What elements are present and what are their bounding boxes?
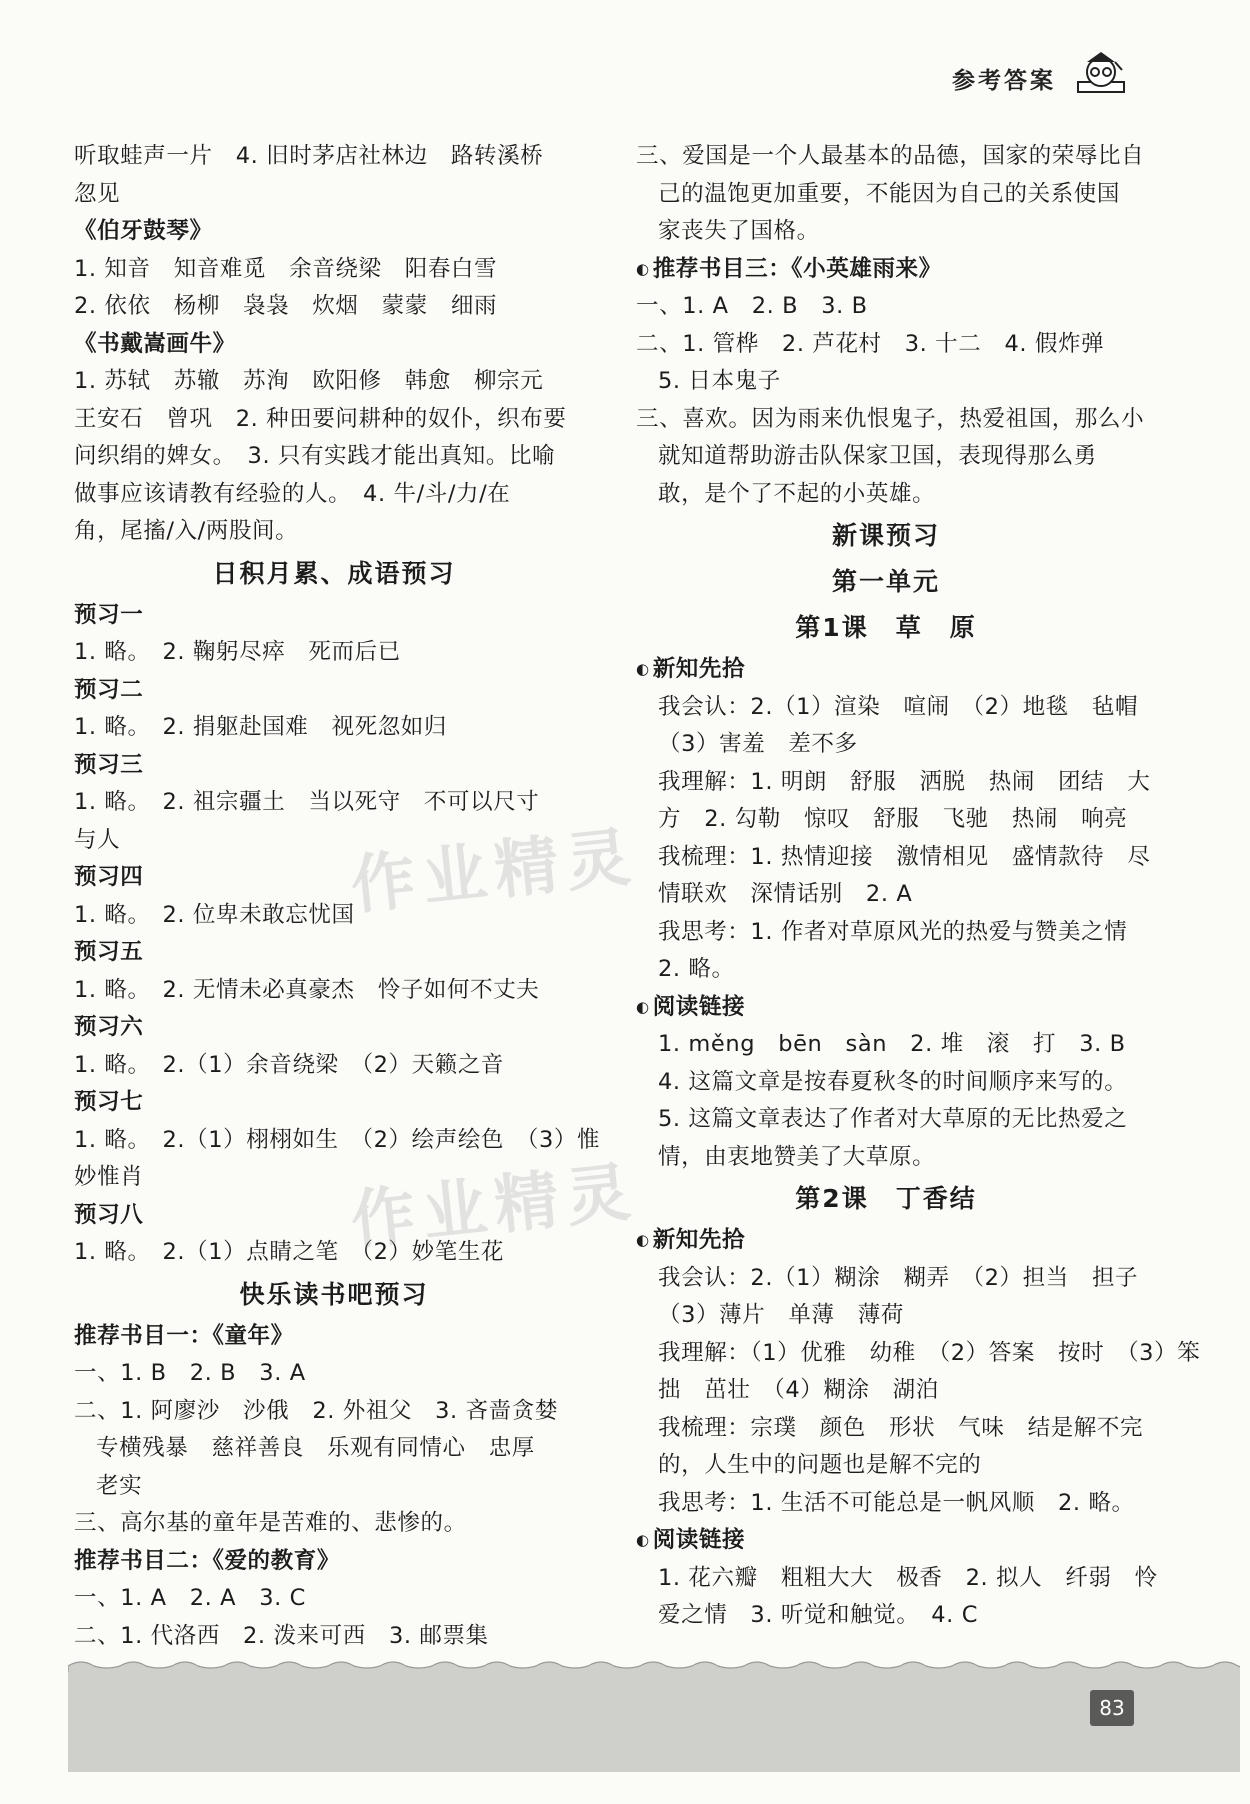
- section-heading: 第一单元: [831, 567, 940, 596]
- answer-line: 家丧失了国格。: [658, 218, 820, 244]
- answer-line: 1. 略。 2.（1）栩栩如生 （2）绘声绘色 （3）惟: [74, 1126, 601, 1153]
- section-heading: 第2课 丁香结: [795, 1184, 977, 1213]
- subsection-heading: 预习八: [74, 1201, 144, 1228]
- answer-line: 我会认：2.（1）糊涂 糊弄 （2）担当 担子: [658, 1264, 1139, 1291]
- answer-line: 一、1. B 2. B 3. A: [74, 1360, 306, 1386]
- answer-line: 情联欢 深情话别 2. A: [658, 881, 913, 907]
- answer-line: 1. 略。 2.（1）点睛之笔 （2）妙笔生花: [74, 1239, 505, 1265]
- answer-line: 4. 这篇文章是按春夏秋冬的时间顺序来写的。: [658, 1068, 1128, 1095]
- section-heading: 第1课 草 原: [795, 613, 977, 642]
- answer-line: 老实: [96, 1472, 143, 1499]
- answer-line: 1. měng bēn sàn 2. 堆 滚 打 3. B: [658, 1031, 1126, 1057]
- subsection-heading: ◐ 阅读链接: [636, 1522, 1136, 1560]
- watermark-stamp: 作业精灵: [347, 1155, 642, 1259]
- subsection-heading: 《书戴嵩画牛》: [74, 330, 236, 357]
- answer-line: 三、喜欢。因为雨来仇恨鬼子，热爱祖国，那么小: [636, 405, 1145, 432]
- subsection-heading: ◐ 新知先拾: [636, 1222, 1136, 1260]
- answer-line: 己的温饱更加重要，不能因为自己的关系使国: [658, 180, 1121, 207]
- footer-band: [68, 1672, 1240, 1772]
- answer-line: 爱之情 3. 听觉和触觉。 4. C: [658, 1602, 978, 1628]
- answer-line: 1. 略。 2.（1）余音绕梁 （2）天籁之音: [74, 1051, 505, 1078]
- answer-line: 问织绢的婢女。 3. 只有实践才能出真知。比喻: [74, 443, 556, 469]
- answer-line: 2. 依依 杨柳 袅袅 炊烟 蒙蒙 细雨: [74, 293, 498, 319]
- answer-line: 就知道帮助游击队保家卫国，表现得那么勇: [658, 443, 1097, 469]
- answer-line: 我梳理：宗璞 颜色 形状 气味 结是解不完: [658, 1414, 1144, 1441]
- answer-line: 我梳理：1. 热情迎接 激情相见 盛情款待 尽: [658, 843, 1151, 870]
- answer-line: 三、高尔基的童年是苦难的、悲惨的。: [74, 1510, 467, 1536]
- answer-line: 妙惟肖: [74, 1164, 144, 1190]
- answer-line: 王安石 曾巩 2. 种田要问耕种的奴仆，织布要: [74, 405, 567, 432]
- section-heading: 日积月累、成语预习: [212, 558, 456, 588]
- right-column: [636, 138, 1201, 1635]
- answer-line: 我会认：2.（1）渲染 喧闹 （2）地毯 毡帽: [658, 693, 1139, 720]
- answer-line: 忽见: [74, 180, 121, 207]
- subsection-heading: 预习三: [74, 751, 144, 778]
- answer-line: 5. 这篇文章表达了作者对大草原的无比热爱之: [658, 1106, 1128, 1132]
- answer-line: 我理解：1. 明朗 舒服 洒脱 热闹 团结 大: [658, 768, 1151, 795]
- subsection-heading: 预习四: [74, 864, 144, 890]
- answer-line: （3）薄片 单薄 薄荷: [658, 1302, 904, 1328]
- answer-line: 我思考：1. 生活不可能总是一帆风顺 2. 略。: [658, 1489, 1135, 1516]
- subsection-heading: ◐ 推荐书目三：《小英雄雨来》: [636, 251, 1136, 289]
- answer-line: 的，人生中的问题也是解不完的: [658, 1452, 982, 1478]
- answer-line: 1. 略。 2. 无情未必真豪杰 怜子如何不丈夫: [74, 976, 540, 1003]
- answer-line: 1. 苏轼 苏辙 苏洵 欧阳修 韩愈 柳宗元: [74, 368, 544, 394]
- subsection-heading: 预习五: [74, 939, 144, 965]
- answer-line: 二、1. 代洛西 2. 泼来可西 3. 邮票集: [74, 1622, 489, 1649]
- answer-line: 听取蛙声一片 4. 旧时茅店社林边 路转溪桥: [74, 143, 544, 169]
- subsection-heading: 推荐书目一：《童年》: [74, 1322, 294, 1349]
- section-heading: 新课预习: [831, 521, 940, 550]
- answer-line: 二、1. 管桦 2. 芦花村 3. 十二 4. 假炸弹: [636, 330, 1105, 357]
- answer-line: 敢，是个了不起的小英雄。: [658, 480, 936, 507]
- answer-line: 角，尾搐/入/两股间。: [74, 518, 299, 544]
- answer-line: 1. 略。 2. 捐躯赴国难 视死忽如归: [74, 714, 447, 740]
- subsection-heading: 预习二: [74, 676, 144, 703]
- answer-line: 5. 日本鬼子: [658, 368, 781, 394]
- answer-line: 一、1. A 2. B 3. B: [636, 293, 868, 319]
- answer-line: 方 2. 勾勒 惊叹 舒服 飞驰 热闹 响亮: [658, 806, 1128, 832]
- answer-line: （3）害羞 差不多: [658, 731, 858, 757]
- page-number: 83: [1090, 1690, 1134, 1726]
- answer-line: 我理解：（1）优雅 幼稚 （2）答案 按时 （3）笨: [658, 1339, 1201, 1366]
- answer-line: 做事应该请教有经验的人。 4. 牛/斗/力/在: [74, 480, 511, 507]
- section-heading: 快乐读书吧预习: [239, 1279, 429, 1309]
- student-mascot-icon: [1070, 48, 1132, 100]
- answer-line: 一、1. A 2. A 3. C: [74, 1585, 306, 1611]
- answer-line: 1. 略。 2. 位卑未敢忘忧国: [74, 901, 355, 928]
- answer-line: 拙 茁壮 （4）糊涂 湖泊: [658, 1377, 939, 1403]
- answer-line: 2. 略。: [658, 956, 735, 982]
- answer-line: 1. 略。 2. 祖宗疆土 当以死守 不可以尺寸: [74, 789, 540, 815]
- subsection-heading: 《伯牙鼓琴》: [74, 218, 213, 244]
- page-header-title: 参考答案: [952, 68, 1056, 94]
- answer-line: 1. 花六瓣 粗粗大大 极香 2. 拟人 纤弱 怜: [658, 1564, 1158, 1591]
- answer-line: 三、爱国是一个人最基本的品德，国家的荣辱比自: [636, 143, 1145, 169]
- answer-line: 与人: [74, 826, 121, 853]
- subsection-heading: 预习七: [74, 1089, 144, 1115]
- answer-line: 1. 略。 2. 鞠躬尽瘁 死而后已: [74, 639, 401, 665]
- subsection-heading: 推荐书目二：《爱的教育》: [74, 1547, 340, 1574]
- watermark-stamp: 作业精灵: [347, 820, 642, 924]
- answer-line: 1. 知音 知音难觅 余音绕梁 阳春白雪: [74, 255, 498, 282]
- subsection-heading: ◐ 新知先拾: [636, 651, 1136, 689]
- subsection-heading: 预习六: [74, 1014, 144, 1040]
- answer-line: 二、1. 阿廖沙 沙俄 2. 外祖父 3. 吝啬贪婪: [74, 1397, 558, 1424]
- subsection-heading: ◐ 阅读链接: [636, 989, 1136, 1027]
- answer-line: 情，由衷地赞美了大草原。: [658, 1143, 936, 1170]
- subsection-heading: 预习一: [74, 601, 144, 628]
- answer-line: 专横残暴 慈祥善良 乐观有同情心 忠厚: [96, 1435, 535, 1461]
- answer-line: 我思考：1. 作者对草原风光的热爱与赞美之情: [658, 918, 1128, 945]
